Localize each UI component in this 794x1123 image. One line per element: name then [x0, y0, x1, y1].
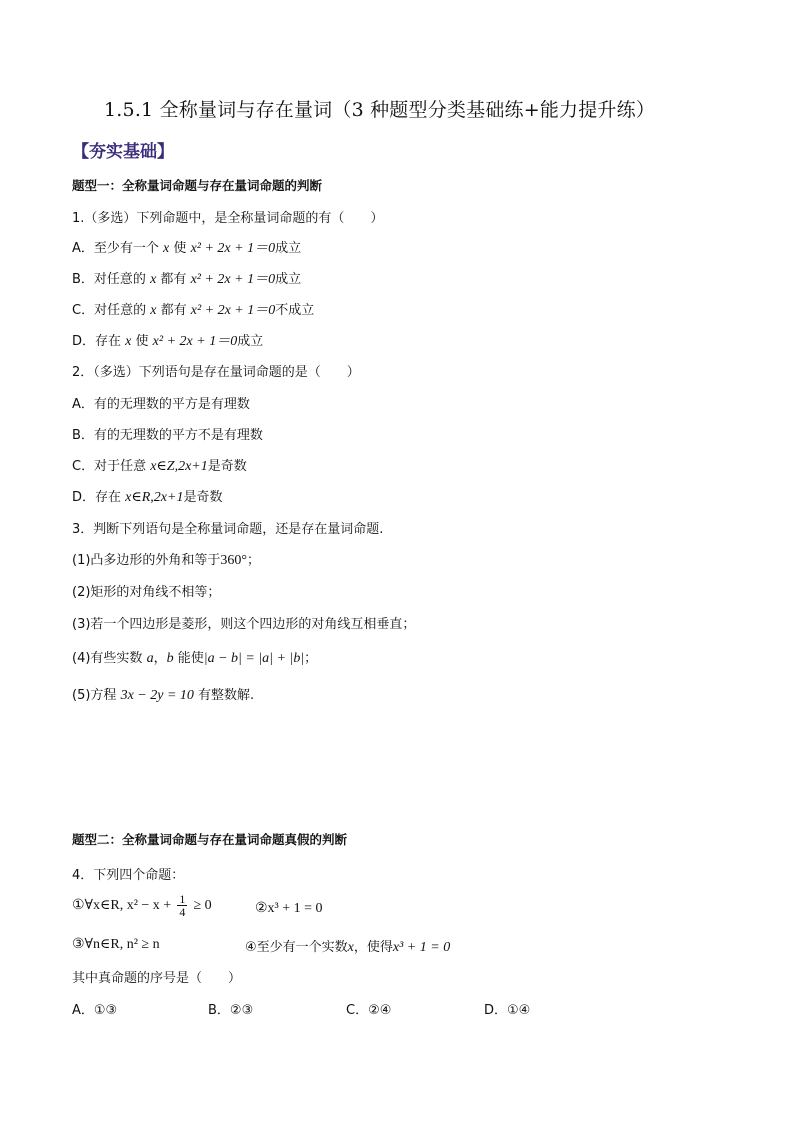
question-4-option-b[interactable]: B．②③ — [208, 1003, 254, 1018]
question-2-option-c[interactable]: C．对于任意 x∈Z,2x+1是奇数 — [72, 459, 247, 474]
question-1-option-c[interactable]: C．对任意的 x 都有 x² + 2x + 1＝0不成立 — [72, 303, 315, 318]
question-3-stem: 3．判断下列语句是全称量词命题，还是存在量词命题. — [72, 522, 384, 537]
question-3-item-5: (5)方程 3x − 2y = 10 有整数解. — [72, 688, 255, 703]
question-1-option-b[interactable]: B．对任意的 x 都有 x² + 2x + 1＝0成立 — [72, 272, 302, 287]
question-4-ask: 其中真命题的序号是（ ） — [72, 971, 242, 986]
fraction: $\frac{1}{4}$ — [179, 892, 186, 919]
question-3-item-3: (3)若一个四边形是菱形，则这个四边形的对角线互相垂直； — [72, 617, 416, 632]
question-1-option-a[interactable]: A．至少有一个 x 使 x² + 2x + 1＝0成立 — [72, 241, 302, 256]
question-4-proposition-1: ①∀x∈R, x² − x + $\frac{1}{4}$ ≥ 0 — [72, 892, 212, 919]
question-4-proposition-3: ③∀n∈R, n² ≥ n — [72, 937, 160, 952]
question-type-1-heading: 题型一：全称量词命题与存在量词命题的判断 — [72, 178, 323, 193]
question-4-proposition-4: ④至少有一个实数x，使得x³ + 1 = 0 — [245, 940, 451, 955]
question-2-option-b[interactable]: B．有的无理数的平方不是有理数 — [72, 428, 263, 443]
page-title: 1.5.1 全称量词与存在量词（3 种题型分类基础练+能力提升练） — [104, 99, 656, 121]
question-2-option-a[interactable]: A．有的无理数的平方是有理数 — [72, 397, 250, 412]
question-type-2-heading: 题型二：全称量词命题与存在量词命题真假的判断 — [72, 832, 348, 847]
question-3-item-4: (4)有些实数 a，b 能使|a − b| = |a| + |b|； — [72, 651, 318, 666]
question-1-option-d[interactable]: D．存在 x 使 x² + 2x + 1＝0成立 — [72, 334, 264, 349]
question-4-option-d[interactable]: D．①④ — [484, 1003, 531, 1018]
question-3-item-1: (1)凸多边形的外角和等于360°； — [72, 553, 261, 568]
section-heading: 【夯实基础】 — [72, 142, 174, 162]
question-4-option-a[interactable]: A．①③ — [72, 1003, 118, 1018]
question-2-stem: 2．（多选）下列语句是存在量词命题的是（ ） — [72, 365, 360, 380]
question-2-option-d[interactable]: D．存在 x∈R,2x+1是奇数 — [72, 490, 223, 505]
question-4-proposition-2: ②x³ + 1 = 0 — [255, 901, 323, 916]
question-3-item-2: (2)矩形的对角线不相等； — [72, 585, 221, 600]
question-4-stem: 4．下列四个命题： — [72, 868, 185, 883]
question-4-option-c[interactable]: C．②④ — [346, 1003, 392, 1018]
question-1-stem: 1.（多选）下列命题中，是全称量词命题的有（ ） — [72, 211, 384, 226]
